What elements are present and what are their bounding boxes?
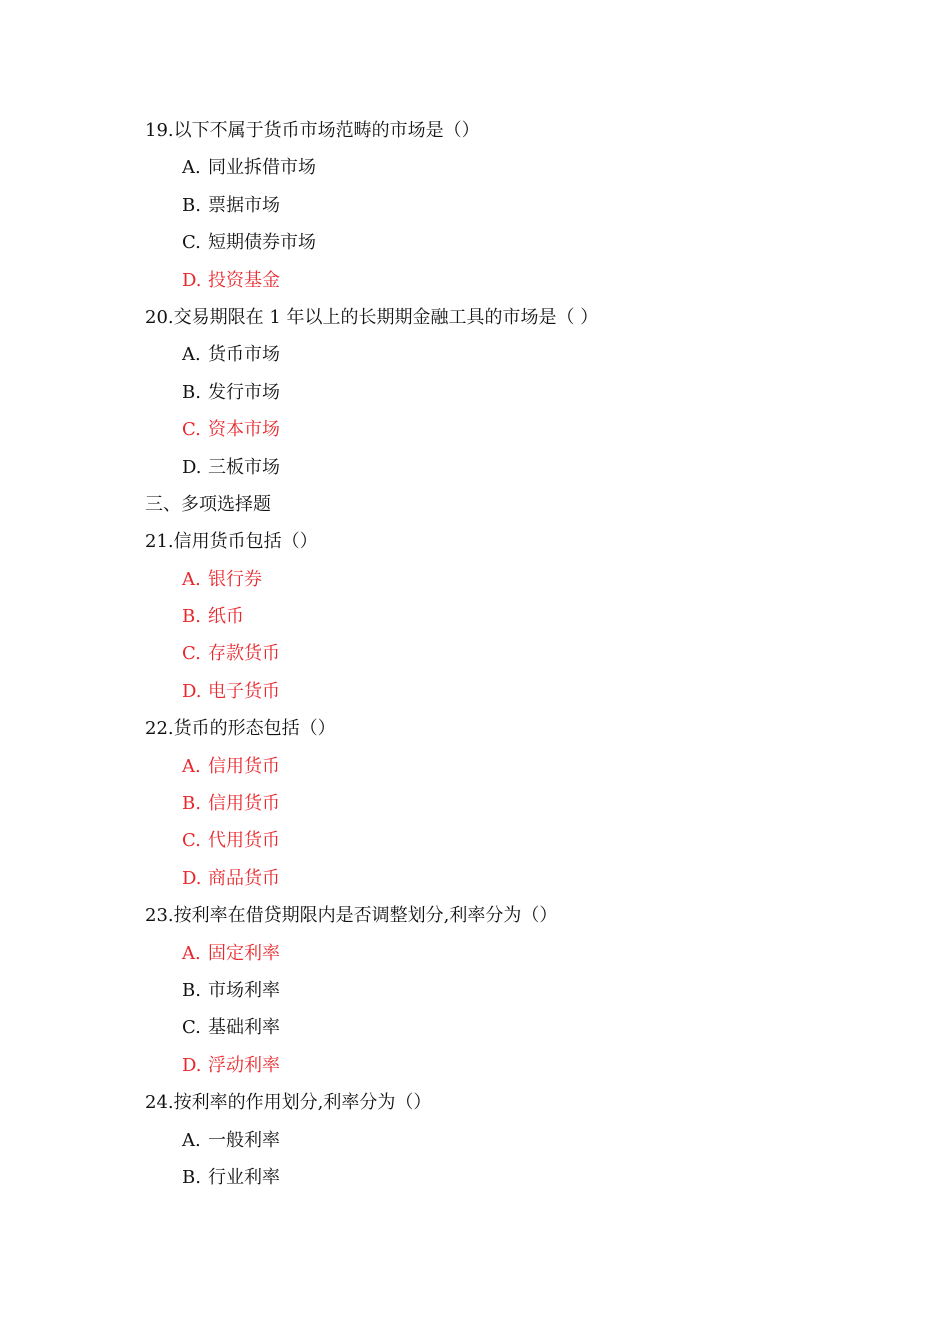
option-text: 票据市场 [208,194,280,216]
question-stem: 23.按利率在借贷期限内是否调整划分,利率分为（） [145,905,558,927]
option-text: 存款货币 [208,643,280,665]
answer-option [145,673,865,710]
option-text: 市场利率 [208,979,280,1001]
option-letter: D. [182,1054,202,1076]
answer-option [145,187,865,224]
question-stem: 22.货币的形态包括（） [145,718,336,740]
option-letter: C. [182,232,201,254]
option-letter: D. [182,867,202,889]
section-heading: 三、多项选择题 [145,493,271,515]
option-letter: A. [182,942,201,964]
option-letter: D. [182,269,202,291]
option-text: 浮动利率 [208,1054,280,1076]
answer-option [145,822,865,859]
answer-option [145,598,865,635]
option-letter: A. [182,344,201,366]
option-text: 三板市场 [208,456,280,478]
question-stem: 20.交易期限在 1 年以上的长期期金融工具的市场是（ ） [145,306,599,328]
question-block-multiple-choice [145,523,865,1196]
answer-option [145,336,865,373]
question-stem: 19.以下不属于货币市场范畴的市场是（） [145,120,480,141]
option-letter: A. [182,755,201,777]
question-stem: 24.按利率的作用划分,利率分为（） [145,1092,432,1114]
answer-option [145,972,865,1009]
answer-option [145,1122,865,1159]
option-text: 电子货币 [208,680,280,702]
option-text: 基础利率 [208,1017,280,1039]
answer-option [145,860,865,897]
option-letter: C. [182,1017,201,1039]
option-letter: B. [182,194,201,216]
answer-option [145,561,865,598]
option-text: 同业拆借市场 [208,157,316,179]
answer-option [145,149,865,186]
answer-option [145,1047,865,1084]
answer-option [145,224,865,261]
answer-option [145,785,865,822]
option-letter: B. [182,793,201,815]
option-text: 纸币 [208,606,244,628]
option-text: 投资基金 [208,269,280,291]
option-letter: A. [182,568,201,590]
answer-option [145,374,865,411]
question-list [145,112,865,1196]
option-letter: D. [182,456,202,478]
option-text: 代用货币 [208,830,280,852]
option-text: 银行券 [208,568,262,590]
option-text: 固定利率 [208,942,280,964]
answer-option [145,411,865,448]
answer-option [145,748,865,785]
option-text: 发行市场 [208,381,280,403]
option-letter: B. [182,979,201,1001]
option-letter: D. [182,680,202,702]
option-letter: A. [182,157,201,179]
option-text: 行业利率 [208,1166,280,1188]
option-letter: B. [182,1166,201,1188]
answer-option [145,1009,865,1046]
option-text: 资本市场 [208,419,280,441]
answer-option [145,935,865,972]
option-letter: C. [182,643,201,665]
option-letter: A. [182,1129,201,1151]
answer-option [145,635,865,672]
option-text: 商品货币 [208,867,280,889]
option-text: 信用货币 [208,793,280,815]
option-letter: C. [182,419,201,441]
option-text: 信用货币 [208,755,280,777]
option-text: 货币市场 [208,344,280,366]
option-letter: B. [182,381,201,403]
option-text: 短期债券市场 [208,232,316,254]
answer-option [145,1159,865,1196]
answer-option [145,262,865,299]
answer-option [145,449,865,486]
option-text: 一般利率 [208,1129,280,1151]
question-stem: 21.信用货币包括（） [145,531,318,553]
question-block-single-choice [145,112,865,486]
option-letter: B. [182,606,201,628]
option-letter: C. [182,830,201,852]
